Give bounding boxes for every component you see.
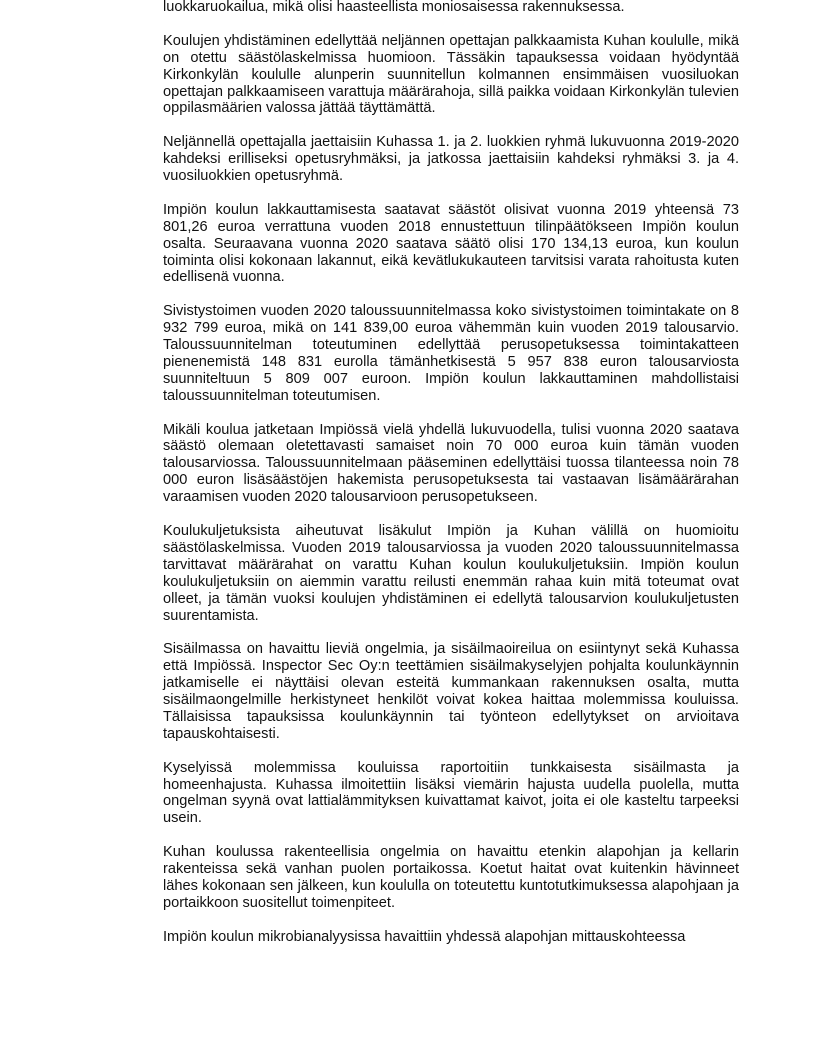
paragraph-group-split: Neljännellä opettajalla jaettaisiin Kuhassa 1. ja 2. luokkien ryhmä lukuvuonna 2019-2020 kahdeksi erilliseksi opetusryhmäksi, ja jatkossa jaettaisiin kahdeksi ryhmäksi 3. ja 4. vuosiluokkien opetusryhmä. bbox=[163, 134, 739, 185]
paragraph-surveys: Kyselyissä molemmissa kouluissa raportoitiin tunkkaisesta sisäilmasta ja homeenhajusta. Kuhassa ilmoitettiin lisäksi viemärin hajusta uudella puolella, mutta ongelman syynä ovat lattialämmityksen kuivattamat kaivot, joita ei ole kasteltu tarpeeksi usein. bbox=[163, 759, 739, 827]
paragraph-continuation-scenario: Mikäli koulua jatketaan Impiössä vielä yhdellä lukuvuodella, tulisi vuonna 2020 saatava säästö olemaan oletettavasti samaiset noin 70 000 euroa kuin tämän vuoden talousarviossa. Taloussuunnitelmaan pääseminen edellyttäisi tuossa tilanteessa noin 78 000 euron lisäsäästöjen hakemista perusopetuksesta tai vastaavan lisämäärärahan varaamisen vuoden 2020 talousarvioon perusopetukseen. bbox=[163, 421, 739, 506]
paragraph-economic-plan: Sivistystoimen vuoden 2020 taloussuunnitelmassa koko sivistystoimen toimintakate on 8 932 799 euroa, mikä on 141 839,00 euroa vähemmän kuin vuoden 2019 talousarvio. Taloussuunnitelman toteutuminen edellyttää perusopetuksessa toimintakatteen pienenemistä 148 831 eurolla tämänhetkisestä 5 957 838 euron talousarviosta suunniteltuun 5 809 007 euroon. Impiön koulun lakkauttaminen mahdollistaisi taloussuunnitelman toteutumisen. bbox=[163, 303, 739, 404]
paragraph-school-transport: Koulukuljetuksista aiheutuvat lisäkulut Impiön ja Kuhan välillä on huomioitu säästölaskelmissa. Vuoden 2019 talousarviossa ja vuoden 2020 taloussuunnitelmassa tarvittavat määrärahat on varattu Kuhan koulun koulukuljetuksiin. Impiön koulun koulukuljetuksiin on aiemmin varattu reilusti enemmän rahaa kuin mitä toteumat ovat olleet, ja tämän vuoksi koulujen yhdistäminen ei edellytä talousarvion koulukuljetusten suurentamista. bbox=[163, 523, 739, 624]
paragraph-microbial-analysis: Impiön koulun mikrobianalyysissa havaittiin yhdessä alapohjan mittauskohteessa bbox=[163, 928, 686, 945]
paragraph-kuha-structures: Kuhan koulussa rakenteellisia ongelmia on havaittu etenkin alapohjan ja kellarin rakenteissa sekä vanhan puolen portaikossa. Koetut haitat ovat kuitenkin hävinneet lähes kokonaan sen jälkeen, kun koululla on toteutettu kuntotutkimuksessa alapohjaan ja portaikkoon suositellut toimenpiteet. bbox=[163, 844, 739, 911]
document-page bbox=[163, 0, 739, 962]
paragraph-indoor-air: Sisäilmassa on havaittu lieviä ongelmia, ja sisäilmaoireilua on esiintynyt sekä Kuhassa että Impiössä. Inspector Sec Oy:n teettämien sisäilmakyselyjen pohjalta koulunkäynnin jatkamiselle ei näyttäisi olevan esteitä kummankaan rakennuksen osalta, mutta sisäilmaongelmille herkistyneet henkilöt voivat kokea haittaa molemmissa kouluissa. Tällaisissa tapauksissa koulunkäynnin tai työnteon edellytykset on arvioitava tapauskohtaisesti. bbox=[163, 641, 739, 742]
paragraph-lunch-continuation: luokkaruokailua, mikä olisi haasteellista moniosaisessa rakennuksessa. bbox=[163, 0, 625, 15]
paragraph-closure-savings: Impiön koulun lakkauttamisesta saatavat säästöt olisivat vuonna 2019 yhteensä 73 801,26 euroa verrattuna vuoden 2018 ennustettuun tilinpäätökseen Impiön koulun osalta. Seuraavana vuonna 2020 saatava säätö olisi 170 134,13 euroa, kun koulun toiminta olisi kokonaan lakannut, eikä kevätlukukauteen tarvitsisi varata rahoitusta kuten edellisenä vuonna. bbox=[163, 201, 739, 286]
paragraph-fourth-teacher: Koulujen yhdistäminen edellyttää neljännen opettajan palkkaamista Kuhan koululle, mikä on otettu säästölaskelmissa huomioon. Tässäkin tapauksessa voidaan hyödyntää Kirkonkylän koululle alunperin suunnitellun kolmannen ensimmäisen vuosiluokan opettajan palkkaamiseen varattuja määrärahoja, sillä paikka voidaan Kirkonkylän tulevien oppilasmäärien valossa jättää täyttämättä. bbox=[163, 32, 739, 117]
